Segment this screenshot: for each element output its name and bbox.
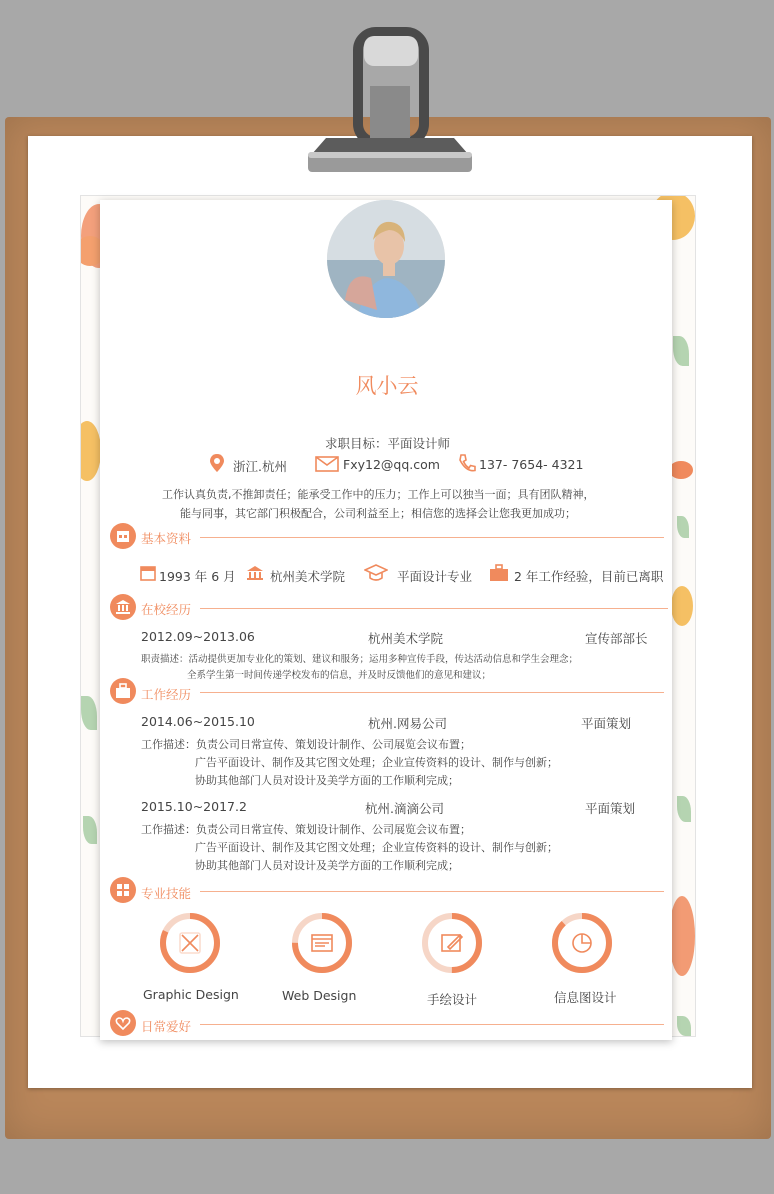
birth-date: 1993 年 6 月 — [159, 569, 236, 584]
work-1-desc-3: 协助其他部门人员对设计及美学方面的工作顺利完成； — [195, 774, 459, 787]
section-title-hobbies: 日常爱好 — [141, 1019, 192, 1034]
work-section-icon — [110, 678, 136, 704]
skill-label-infographic: 信息图设计 — [554, 990, 617, 1005]
school-role: 宣传部部长 — [585, 631, 648, 646]
work-1-company: 杭州.网易公司 — [368, 716, 447, 731]
summary-line-2: 能与同事，其它部门积极配合，公司利益至上；相信您的选择会让您我更加成功； — [180, 507, 576, 520]
skill-ring-infographic — [550, 911, 614, 975]
school-desc-2: 全系学生第一时间传递学校发布的信息，并及时反馈他们的意见和建议； — [187, 670, 492, 681]
work-1-period: 2014.06~2015.10 — [141, 714, 255, 729]
section-title-skills: 专业技能 — [141, 886, 192, 901]
section-divider — [200, 692, 664, 693]
work-1-desc-2: 广告平面设计、制作及其它图文处理；企业宣传资料的设计、制作与创新； — [195, 756, 558, 769]
binder-clip — [306, 26, 474, 176]
section-divider — [200, 891, 664, 892]
section-title-basic: 基本资料 — [141, 531, 192, 546]
calendar-section-icon — [110, 523, 136, 549]
work-2-company: 杭州.滴滴公司 — [365, 801, 444, 816]
skill-label-hand-drawing: 手绘设计 — [427, 992, 478, 1007]
skill-label-graphic-design: Graphic Design — [143, 987, 239, 1002]
pencil-ruler-icon — [180, 933, 200, 953]
skill-ring-web-design — [290, 911, 354, 975]
work-2-period: 2015.10~2017.2 — [141, 799, 247, 814]
work-1-desc-1: 工作描述：负责公司日常宣传、策划设计制作、公司展览会议布置； — [141, 738, 471, 751]
email-icon — [315, 456, 339, 472]
work-2-desc-1: 工作描述：负责公司日常宣传、策划设计制作、公司展览会议布置； — [141, 823, 471, 836]
location-text: 浙江.杭州 — [233, 459, 287, 474]
calendar-icon — [140, 565, 156, 581]
phone-number: 137- 7654- 4321 — [479, 457, 584, 472]
section-title-school: 在校经历 — [141, 602, 192, 617]
skill-ring-graphic-design — [158, 911, 222, 975]
section-divider — [200, 608, 668, 609]
hobbies-section-icon — [110, 1010, 136, 1036]
work-2-role: 平面策划 — [585, 801, 636, 816]
graduation-cap-icon — [364, 564, 388, 582]
work-1-role: 平面策划 — [581, 716, 632, 731]
work-2-desc-2: 广告平面设计、制作及其它图文处理；企业宣传资料的设计、制作与创新； — [195, 841, 558, 854]
section-title-work: 工作经历 — [141, 687, 192, 702]
school-desc-1: 职责描述：活动提供更加专业化的策划、建议和服务；运用多种宣传手段，传达活动信息和学生会理念； — [141, 654, 579, 665]
section-divider — [200, 1024, 664, 1025]
skill-ring-hand-drawing — [420, 911, 484, 975]
section-divider — [200, 537, 664, 538]
work-experience-summary: 2 年工作经验，目前已离职 — [514, 569, 664, 584]
school-org: 杭州美术学院 — [368, 631, 444, 646]
location-pin-icon — [208, 453, 226, 473]
major: 平面设计专业 — [397, 569, 473, 584]
school-section-icon — [110, 594, 136, 620]
skill-label-web-design: Web Design — [282, 988, 357, 1003]
school-period: 2012.09~2013.06 — [141, 629, 255, 644]
email-link[interactable]: Fxy12@qq.com — [343, 457, 440, 472]
phone-icon — [458, 453, 476, 473]
drawing-pad-icon — [442, 935, 462, 951]
briefcase-icon — [489, 564, 509, 582]
school-name: 杭州美术学院 — [270, 569, 346, 584]
avatar — [327, 200, 445, 318]
browser-icon — [312, 935, 332, 951]
candidate-name: 风小云 — [355, 374, 419, 398]
work-2-desc-3: 协助其他部门人员对设计及美学方面的工作顺利完成； — [195, 859, 459, 872]
school-building-icon — [246, 565, 264, 581]
job-objective: 求职目标：平面设计师 — [325, 436, 451, 451]
pie-chart-icon — [573, 934, 591, 952]
skills-section-icon — [110, 877, 136, 903]
summary-line-1: 工作认真负责,不推卸责任；能承受工作中的压力；工作上可以独当一面；具有团队精神， — [162, 488, 595, 501]
